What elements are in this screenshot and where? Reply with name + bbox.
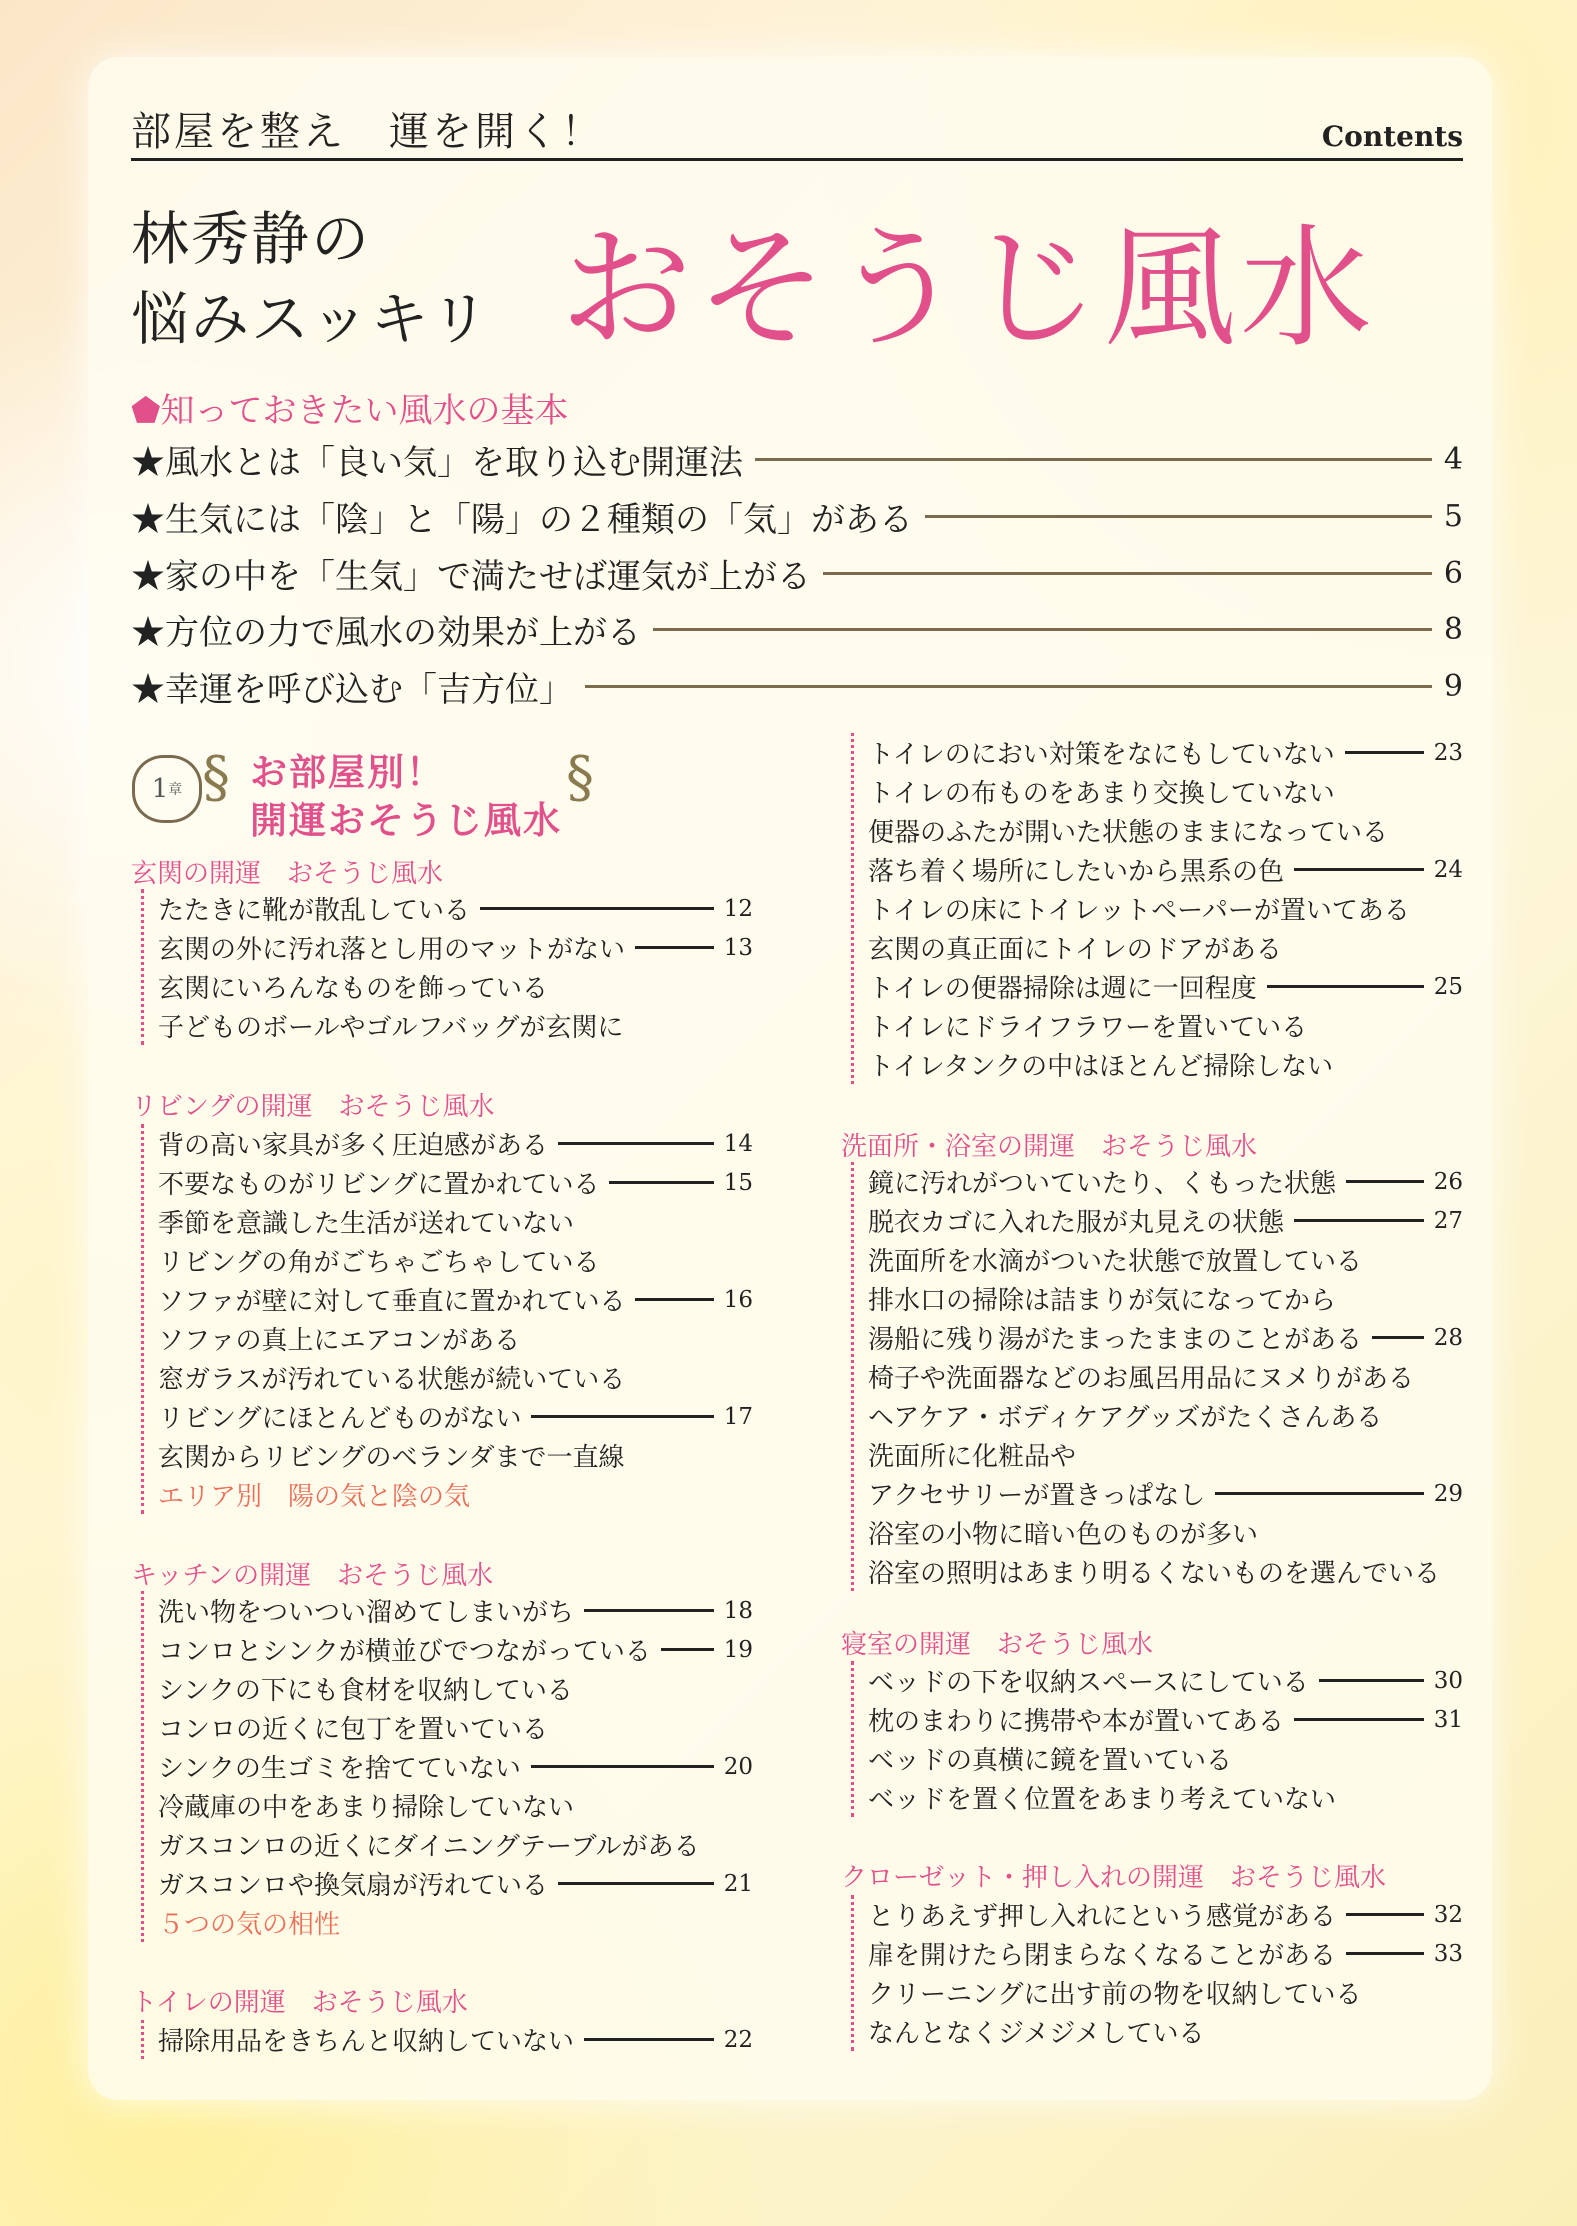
toc-entry[interactable] <box>868 1045 1463 1084</box>
leader-line <box>1215 1492 1423 1495</box>
leader-line <box>823 572 1432 575</box>
entry-title: 不要なものがリビングに置かれている <box>158 1170 600 1200</box>
entry-title: コンロとシンクが横並びでつながっている <box>158 1637 651 1667</box>
toc-entry[interactable] <box>158 928 753 967</box>
leader-line <box>653 628 1432 631</box>
chapter-suffix: 章 <box>168 782 183 798</box>
page-number: 20 <box>723 1753 753 1780</box>
entry-title: 洗面所に化粧品や <box>868 1442 1077 1472</box>
page-number: 21 <box>723 1870 753 1897</box>
leader-line <box>635 1298 713 1301</box>
page-number: 15 <box>723 1169 753 1196</box>
page-number: 16 <box>723 1286 753 1313</box>
toc-entry[interactable] <box>158 1864 753 1903</box>
toc-entry[interactable] <box>868 967 1463 1006</box>
basics-entry[interactable] <box>131 664 1463 708</box>
toc-entry[interactable] <box>158 1708 753 1747</box>
leader-line <box>925 515 1432 518</box>
toc-entry[interactable] <box>868 850 1463 889</box>
toc-entry[interactable] <box>158 1397 753 1436</box>
entry-title: ★方位の力で風水の効果が上がる <box>131 612 641 653</box>
section-list <box>141 1124 753 1514</box>
entry-title: 背の高い家具が多く圧迫感がある <box>158 1131 549 1161</box>
entry-title: ガスコンロや換気扇が汚れている <box>158 1871 549 1901</box>
leader-line <box>635 946 714 949</box>
toc-entry[interactable] <box>868 1318 1463 1357</box>
leader-line <box>1294 1718 1424 1721</box>
page-number: 26 <box>1433 1168 1463 1195</box>
page-number: 33 <box>1433 1940 1463 1967</box>
entry-title: 便器のふたが開いた状態のままになっている <box>868 818 1389 848</box>
entry-title: 窓ガラスが汚れている状態が続いている <box>158 1365 626 1395</box>
column-entry[interactable] <box>158 1903 753 1942</box>
toc-entry[interactable] <box>868 1201 1463 1240</box>
entry-title: 子どものボールやゴルフバッグが玄関に <box>158 1013 624 1043</box>
leader-line <box>609 1181 713 1184</box>
toc-entry[interactable] <box>868 733 1463 772</box>
section-heading: 寝室の開運 おそうじ風水 <box>841 1630 1154 1660</box>
entry-title: ベッドの下を収納スペースにしている <box>868 1668 1309 1698</box>
leader-line <box>661 1648 714 1651</box>
basics-entry[interactable] <box>131 607 1463 651</box>
entry-title: アクセサリーが置きっぱなし <box>868 1481 1206 1511</box>
entry-title: 浴室の照明はあまり明るくないものを選んでいる <box>868 1559 1441 1589</box>
page-number: 25 <box>1433 973 1463 1000</box>
section-list <box>851 1895 1463 2051</box>
toc-entry[interactable] <box>868 772 1463 811</box>
toc-entry[interactable] <box>868 1973 1463 2012</box>
entry-title: 落ち着く場所にしたいから黒系の色 <box>868 857 1285 887</box>
leader-line <box>1267 985 1424 988</box>
entry-title: ソファの真上にエアコンがある <box>158 1326 521 1356</box>
entry-title: シンクの下にも食材を収納している <box>158 1676 573 1706</box>
entry-title: 掃除用品をきちんと収納していない <box>158 2027 575 2057</box>
leader-line <box>1345 751 1424 754</box>
section-heading: キッチンの開運 おそうじ風水 <box>131 1561 494 1591</box>
entry-title: ★生気には「陰」と「陽」の２種類の「気」がある <box>131 499 913 540</box>
toc-entry[interactable] <box>868 889 1463 928</box>
toc-entry[interactable] <box>158 2020 753 2059</box>
toc-entry[interactable] <box>868 1661 1463 1700</box>
entry-title: 冷蔵庫の中をあまり掃除していない <box>158 1793 575 1823</box>
toc-entry[interactable] <box>158 1241 753 1280</box>
toc-entry[interactable] <box>868 811 1463 850</box>
leader-line <box>1372 1336 1424 1339</box>
leader-line <box>531 1765 714 1768</box>
page-number: 9 <box>1443 668 1463 704</box>
entry-title: 玄関からリビングのベランダまで一直線 <box>158 1443 625 1473</box>
toc-entry[interactable] <box>868 1700 1463 1739</box>
entry-title: ★家の中を「生気」で満たせば運気が上がる <box>131 556 811 597</box>
page-number: 17 <box>723 1403 753 1430</box>
toc-entry[interactable] <box>158 1124 753 1163</box>
toc-entry[interactable] <box>158 1436 753 1475</box>
section-list <box>851 1162 1463 1591</box>
basics-heading: ⬟知っておきたい風水の基本 <box>131 391 569 431</box>
entry-title: 玄関にいろんなものを飾っている <box>158 974 549 1004</box>
page-number: 8 <box>1443 611 1463 647</box>
toc-entry[interactable] <box>158 1202 753 1241</box>
entry-title: リビングの角がごちゃごちゃしている <box>158 1248 600 1278</box>
basics-entry[interactable] <box>131 494 1463 538</box>
section-heading: トイレの開運 おそうじ風水 <box>131 1988 468 2018</box>
column-entry[interactable] <box>158 1475 753 1514</box>
leader-line <box>585 685 1432 688</box>
leader-line <box>480 907 714 910</box>
page-number: 4 <box>1443 441 1463 477</box>
entry-title: ★幸運を呼び込む「吉方位」 <box>131 669 573 710</box>
toc-entry[interactable] <box>158 889 753 928</box>
leader-line <box>531 1415 713 1418</box>
leader-line <box>1294 1219 1424 1222</box>
page-number: 19 <box>723 1636 753 1663</box>
toc-entry[interactable] <box>158 1786 753 1825</box>
toc-entry[interactable] <box>868 1934 1463 1973</box>
leader-line <box>1346 1913 1424 1916</box>
leader-line <box>558 1142 714 1145</box>
page-number: 24 <box>1433 856 1463 883</box>
entry-title: トイレにドライフラワーを置いている <box>868 1013 1308 1043</box>
entry-title: トイレタンクの中はほとんど掃除しない <box>868 1052 1334 1082</box>
ornament-left-icon: § <box>202 745 230 810</box>
toc-entry[interactable] <box>868 2012 1463 2051</box>
entry-title: 玄関の外に汚れ落とし用のマットがない <box>158 935 625 965</box>
page-number: 28 <box>1433 1324 1463 1351</box>
toc-entry[interactable] <box>868 1396 1463 1435</box>
page-number: 29 <box>1433 1480 1463 1507</box>
entry-title: リビングにほとんどものがない <box>158 1404 522 1434</box>
page-number: 6 <box>1443 555 1463 591</box>
page-number: 27 <box>1433 1207 1463 1234</box>
entry-title: 枕のまわりに携帯や本が置いてある <box>868 1707 1285 1737</box>
toc-entry[interactable] <box>158 1669 753 1708</box>
section-list <box>851 733 1463 1084</box>
toc-entry[interactable] <box>868 1357 1463 1396</box>
toc-entry[interactable] <box>868 1279 1463 1318</box>
basics-entry[interactable] <box>131 551 1463 595</box>
entry-title: トイレの便器掃除は週に一回程度 <box>868 974 1257 1004</box>
entry-title: トイレの床にトイレットペーパーが置いてある <box>868 896 1410 926</box>
page-number: 12 <box>723 895 753 922</box>
toc-entry[interactable] <box>158 1825 753 1864</box>
leader-line <box>1319 1679 1424 1682</box>
page-number: 32 <box>1433 1901 1463 1928</box>
entry-title: トイレのにおい対策をなにもしていない <box>868 740 1335 770</box>
tagline: 部屋を整え 運を開く！ <box>131 109 604 155</box>
entry-title: 脱衣カゴに入れた服が丸見えの状態 <box>868 1208 1285 1238</box>
toc-entry[interactable] <box>868 1513 1463 1552</box>
entry-title: 浴室の小物に暗い色のものが多い <box>868 1520 1259 1550</box>
entry-title: コンロの近くに包丁を置いている <box>158 1715 549 1745</box>
toc-entry[interactable] <box>868 1435 1463 1474</box>
toc-entry[interactable] <box>158 1163 753 1202</box>
toc-entry[interactable] <box>868 928 1463 967</box>
toc-entry[interactable] <box>868 1895 1463 1934</box>
section-heading: 玄関の開運 おそうじ風水 <box>131 859 444 889</box>
toc-entry[interactable] <box>158 967 753 1006</box>
section-heading: クローゼット・押し入れの開運 おそうじ風水 <box>841 1863 1386 1893</box>
page-number: 5 <box>1443 498 1463 534</box>
entry-title: ★風水とは「良い気」を取り込む開運法 <box>131 442 743 483</box>
entry-title: 洗面所を水滴がついた状態で放置している <box>868 1247 1363 1277</box>
toc-entry[interactable] <box>868 1162 1463 1201</box>
toc-entry[interactable] <box>158 1591 753 1630</box>
page-number: 22 <box>723 2026 753 2053</box>
entry-title: クリーニングに出す前の物を収納している <box>868 1980 1362 2010</box>
page-number: 14 <box>723 1130 753 1157</box>
entry-title: ベッドの真横に鏡を置いている <box>868 1746 1233 1776</box>
page-number: 18 <box>723 1597 753 1624</box>
basics-entry[interactable] <box>131 437 1463 481</box>
leader-line <box>584 2038 714 2041</box>
ornament-right-icon: § <box>566 745 594 810</box>
page-number: 31 <box>1433 1706 1463 1733</box>
entry-title: ガスコンロの近くにダイニングテーブルがある <box>158 1832 700 1862</box>
header-rule <box>131 158 1463 161</box>
entry-title: トイレの布ものをあまり交換していない <box>868 779 1335 809</box>
entry-title: 季節を意識した生活が送れていない <box>158 1209 575 1239</box>
chapter-number: 1 <box>151 774 169 804</box>
entry-title: 鏡に汚れがついていたり、くもった状態 <box>868 1169 1337 1199</box>
chapter-badge <box>132 755 202 823</box>
section-heading: リビングの開運 おそうじ風水 <box>131 1092 495 1122</box>
toc-entry[interactable] <box>158 1006 753 1045</box>
entry-title: 扉を開けたら閉まらなくなることがある <box>868 1941 1337 1971</box>
section-list <box>141 2020 753 2059</box>
toc-entry[interactable] <box>868 1778 1463 1817</box>
contents-label: Contents <box>1321 120 1463 153</box>
entry-title: とりあえず押し入れにという感覚がある <box>868 1902 1337 1932</box>
leader-line <box>558 1882 714 1885</box>
page-number: 13 <box>723 934 753 961</box>
entry-title: 排水口の掃除は詰まりが気になってから <box>868 1286 1337 1316</box>
entry-title: ベッドを置く位置をあまり考えていない <box>868 1785 1337 1815</box>
toc-entry[interactable] <box>868 1739 1463 1778</box>
page-number: 30 <box>1433 1667 1463 1694</box>
entry-title: シンクの生ゴミを捨てていない <box>158 1754 521 1784</box>
toc-entry[interactable] <box>868 1552 1463 1591</box>
toc-entry[interactable] <box>868 1006 1463 1045</box>
entry-title: たたきに靴が散乱している <box>158 896 471 926</box>
entry-title: エリア別 陽の気と陰の気 <box>158 1482 471 1512</box>
leader-line <box>1294 868 1424 871</box>
leader-line <box>584 1609 714 1612</box>
entry-title: 玄関の真正面にトイレのドアがある <box>868 935 1282 965</box>
leader-line <box>1346 1952 1424 1955</box>
toc-entry[interactable] <box>868 1240 1463 1279</box>
section-list <box>141 889 753 1045</box>
toc-entry[interactable] <box>158 1319 753 1358</box>
entry-title: 洗い物をついつい溜めてしまいがち <box>158 1598 575 1628</box>
leader-line <box>1346 1180 1424 1183</box>
leader-line <box>755 458 1432 461</box>
toc-entry[interactable] <box>158 1358 753 1397</box>
entry-title: ソファが壁に対して垂直に置かれている <box>158 1287 626 1317</box>
author-line-1: 林秀静の <box>131 205 372 273</box>
entry-title: なんとなくジメジメしている <box>868 2019 1205 2049</box>
toc-entry[interactable] <box>158 1280 753 1319</box>
author-line-2: 悩みスッキリ <box>131 285 491 353</box>
entry-title: ヘアケア・ボディケアグッズがたくさんある <box>868 1403 1383 1433</box>
entry-title: 椅子や洗面器などのお風呂用品にヌメりがある <box>868 1364 1415 1394</box>
chapter-title-line-2: 開運おそうじ風水 <box>250 798 562 842</box>
chapter-title-line-1: お部屋別！ <box>250 750 445 794</box>
toc-entry[interactable] <box>158 1630 753 1669</box>
entry-title: 湯船に残り湯がたまったままのことがある <box>868 1325 1363 1355</box>
section-list <box>851 1661 1463 1817</box>
section-list <box>141 1591 753 1942</box>
toc-entry[interactable] <box>158 1747 753 1786</box>
page-number: 23 <box>1433 739 1463 766</box>
entry-title: ５つの気の相性 <box>158 1910 341 1940</box>
book-title: おそうじ風水 <box>560 212 1376 366</box>
section-heading: 洗面所・浴室の開運 おそうじ風水 <box>841 1132 1258 1162</box>
toc-entry[interactable] <box>868 1474 1463 1513</box>
